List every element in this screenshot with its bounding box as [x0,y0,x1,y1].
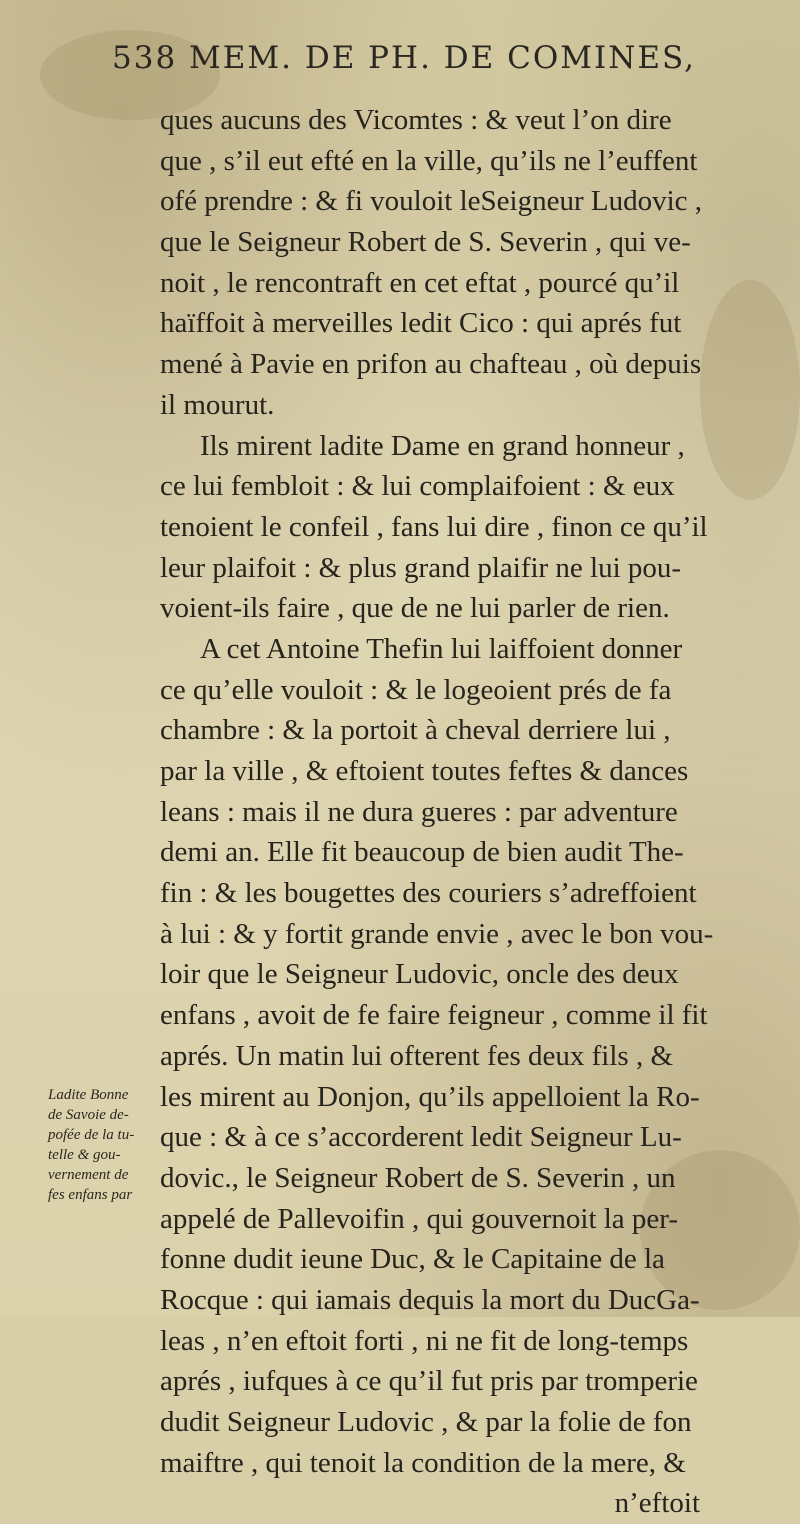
text-line: ce lui fembloit : & lui complaifoient : & eux [160,470,675,503]
body-text [160,100,760,1524]
text-line: fonne dudit ieune Duc, & le Capitaine de la [160,1243,665,1276]
text-line: enfans , avoit de fe faire feigneur , comme il fit [160,999,708,1032]
text-line: A cet Antoine Thefin lui laiffoient donner [200,632,683,665]
text-line: noit , le rencontraft en cet eftat , pourcé qu’il [160,266,680,299]
text-line: aprés , iufques à ce qu’il fut pris par tromperie [160,1365,698,1398]
text-line: que , s’il eut efté en la ville, qu’ils ne l’euffent [160,144,698,177]
text-line: maiftre , qui tenoit la condition de la mere, & [160,1446,686,1479]
text-line: leans : mais il ne dura gueres : par adventure [160,795,678,828]
text-line: par la ville , & eftoient toutes feftes & dances [160,755,689,787]
text-line: haïffoit à merveilles ledit Cico : qui aprés fut [160,307,682,340]
text-line: aprés. Un matin lui ofterent fes deux fils , & [160,1039,674,1072]
text-line: Rocque : qui iamais dequis la mort du DucGa- [160,1283,700,1316]
text-line: que : & à ce s’accorderent ledit Seigneur Lu- [160,1121,682,1154]
text-line: appelé de Pallevoifin , qui gouvernoit la per- [160,1202,679,1235]
text-line: loir que le Seigneur Ludovic, oncle des deux [160,958,679,991]
text-line: leur plaifoit : & plus grand plaifir ne lui pou- [160,551,682,584]
text-line: mené à Pavie en prifon au chafteau , où depuis [160,348,702,381]
running-head: 538 MEM. DE PH. DE COMINES, [112,40,696,76]
text-line: à lui : & y fortit grande envie , avec le bon vou- [160,917,714,950]
margin-note-line: vernement de [48,1167,129,1183]
margin-note-line: de Savoie de- [48,1107,129,1123]
text-line: tenoient le confeil , fans lui dire , finon ce qu’il [160,510,708,543]
text-line: ofé prendre : & fi vouloit leSeigneur Ludovic , [160,185,702,218]
catchword: n’eftoit [614,1487,700,1520]
margin-note-line: pofée de la tu- [48,1127,135,1143]
text-line: fin : & les bougettes des couriers s’adreffoient [160,877,697,910]
text-line: Ils mirent ladite Dame en grand honneur , [200,429,685,462]
text-line: que le Seigneur Robert de S. Severin , qui ve- [160,226,691,259]
margin-note-line: Ladite Bonne [48,1087,129,1103]
text-line: ce qu’elle vouloit : & le logeoient prés de fa [160,673,672,706]
margin-note-line: telle & gou- [48,1147,121,1163]
text-line: dovic., le Seigneur Robert de S. Severin , un [160,1161,676,1194]
text-line: dudit Seigneur Ludovic , & par la folie de fon [160,1406,692,1438]
text-line: ques aucuns des Vicomtes : & veut l’on dire [160,104,672,136]
text-line: voient-ils faire , que de ne lui parler de rien. [160,592,670,625]
text-line: il mourut. [160,388,275,421]
text-line: demi an. Elle fit beaucoup de bien audit The- [160,836,684,869]
text-line: leas , n’en eftoit forti , ni ne fit de long-temps [160,1324,689,1357]
margin-note [48,1085,168,1205]
text-line: les mirent au Donjon, qu’ils appelloient la Ro- [160,1080,700,1113]
text-line: chambre : & la portoit à cheval derriere lui , [160,714,671,747]
margin-note-line: fes enfans par [48,1187,133,1203]
